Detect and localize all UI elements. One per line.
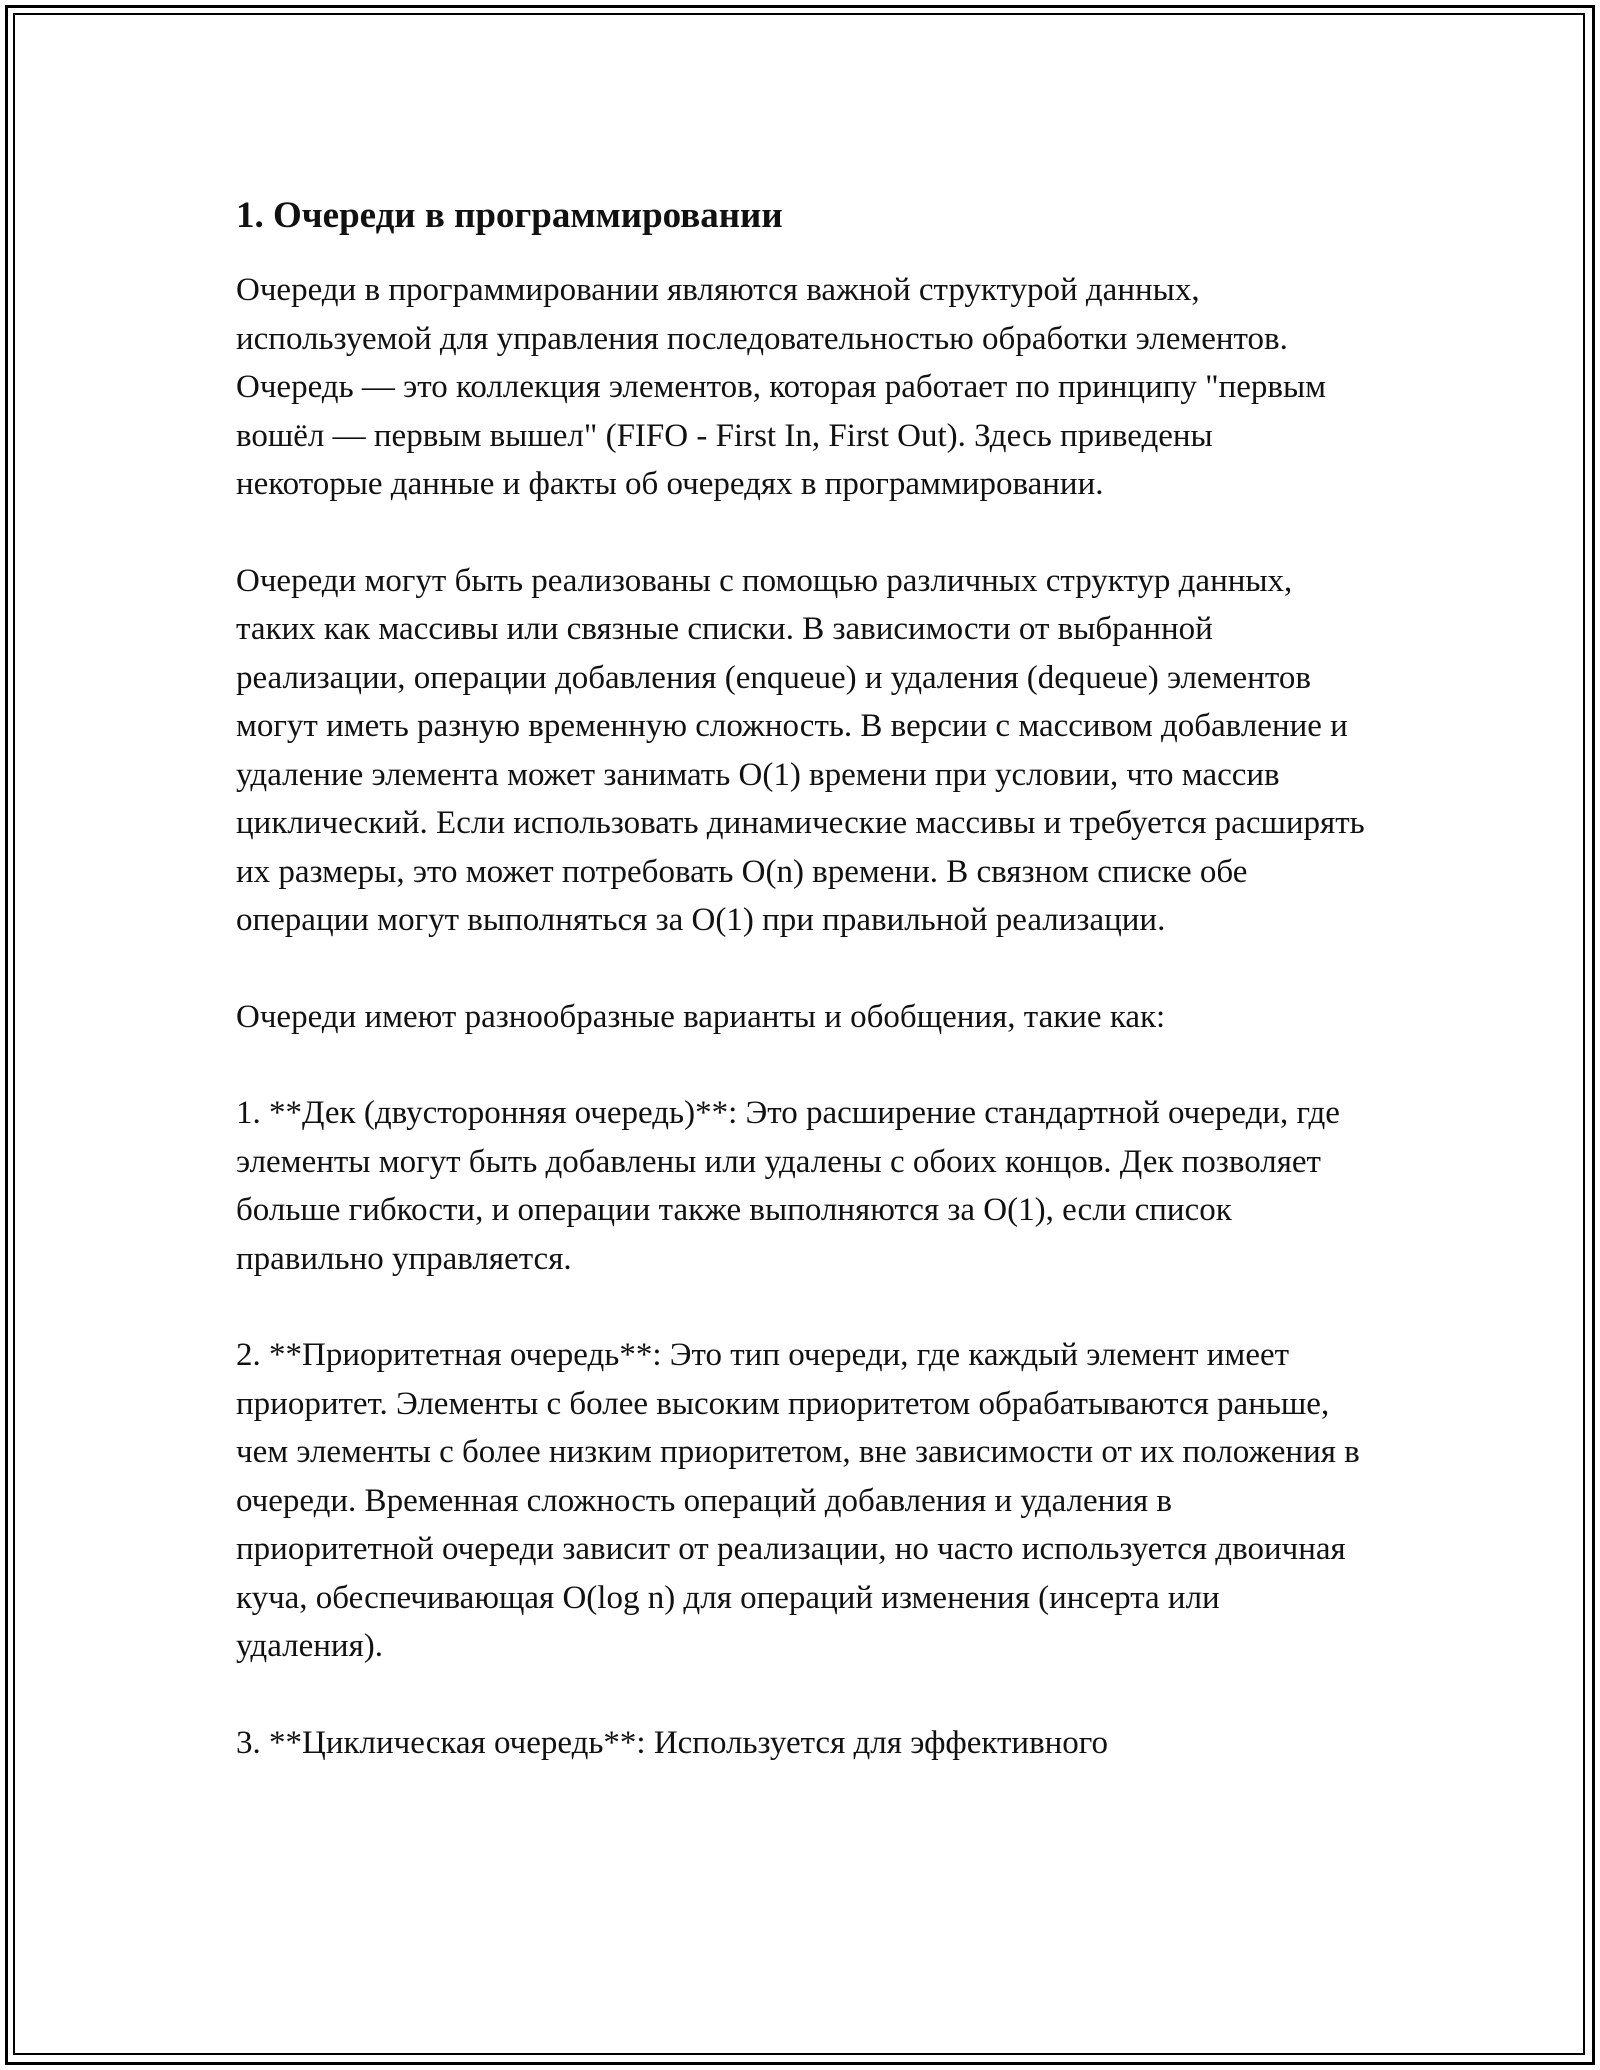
list-item-circular-queue: 3. **Циклическая очередь**: Используется для эффективного [236, 1724, 1109, 1761]
list-item-deque: 1. **Дек (двусторонняя очередь)**: Это расширение стандартной очереди, где элементы могут быть добавлены или удалены с обоих концов. Дек позволяет больше гибкости, и операции также выполняются за O(1), если список правильно управляется. [236, 1095, 1340, 1277]
paragraph-intro: Очереди в программировании являются важной структурой данных, используемой для управления последовательностью обработки элементов. Очередь — это коллекция элементов, которая работает по принципу "первым вошёл — первым вышел" (FIFO - First In, First Out). Здесь приведены некоторые данные и факты об очередях в программировании. [236, 272, 1327, 502]
document-body [236, 184, 1366, 1767]
paragraph-variants-intro: Очереди имеют разнообразные варианты и обобщения, такие как: [236, 998, 1166, 1035]
section-heading: 1. Очереди в программировании [236, 195, 783, 236]
list-item-priority-queue: 2. **Приоритетная очередь**: Это тип очереди, где каждый элемент имеет приоритет. Элементы с более высоким приоритетом обрабатываются раньше, чем элементы с более низким приоритетом, вне зависимости от их положения в очереди. Временная сложность операций добавления и удаления в приоритетной очереди зависит от реализации, но часто используется двоичная куча, обеспечивающая O(log n) для операций изменения (инсерта или удаления). [236, 1337, 1360, 1664]
paragraph-implementation: Очереди могут быть реализованы с помощью различных структур данных, таких как массивы или связные списки. В зависимости от выбранной реализации, операции добавления (enqueue) и удаления (dequeue) элементов могут иметь разную временную сложность. В версии с массивом добавление и удаление элемента может занимать O(1) времени при условии, что массив циклический. Если использовать динамические массивы и требуется расширять их размеры, это может потребовать O(n) времени. В связном списке обе операции могут выполняться за O(1) при правильной реализации. [236, 562, 1365, 938]
